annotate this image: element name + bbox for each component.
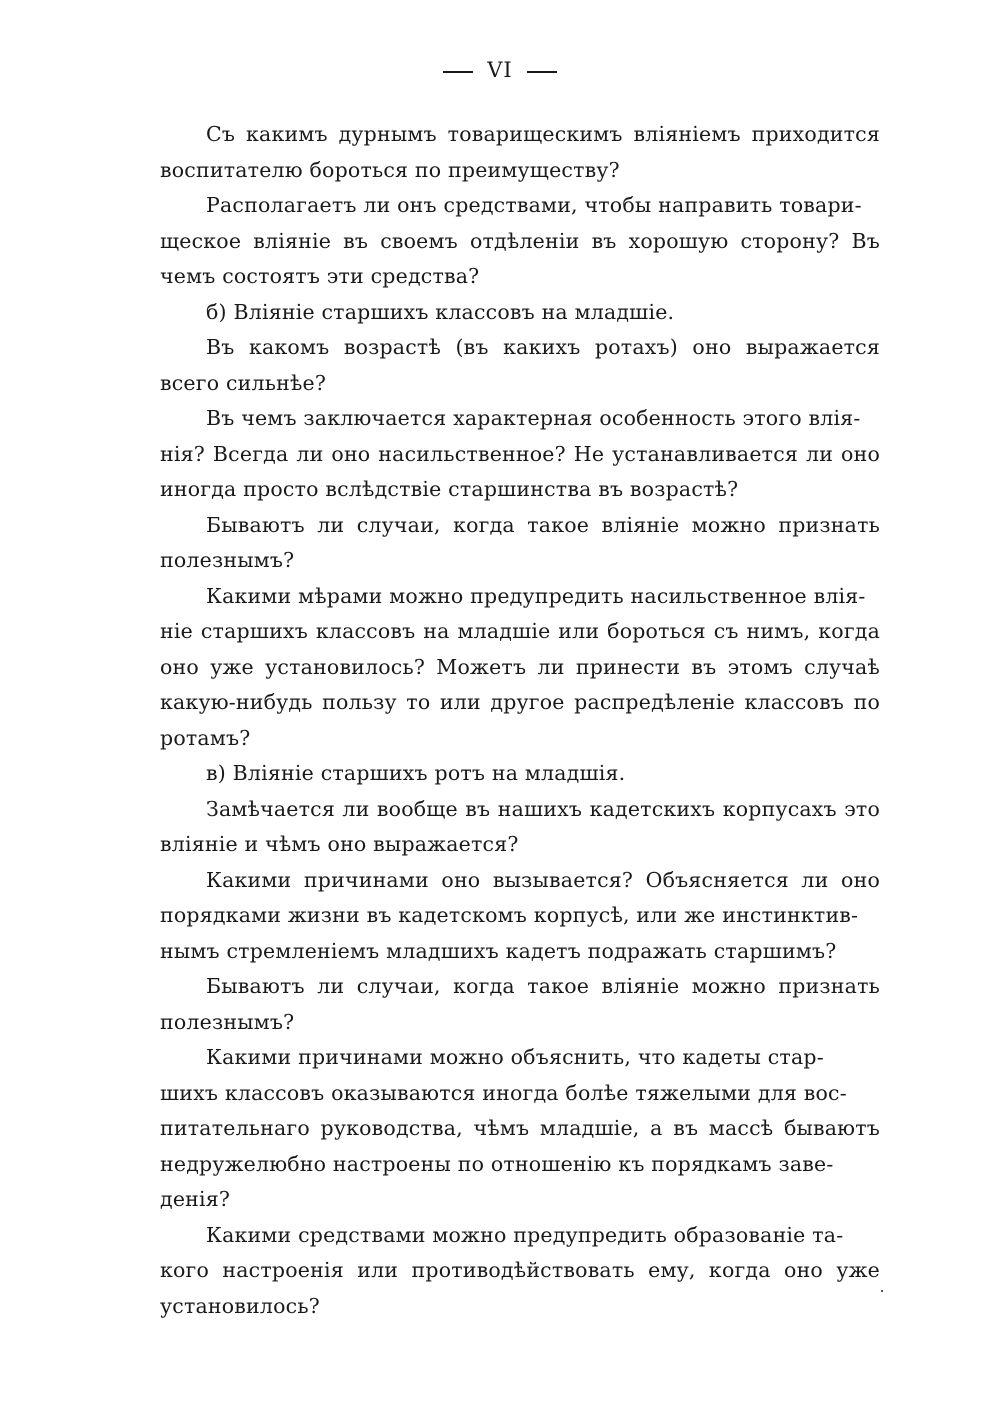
page-number: VI xyxy=(487,58,513,82)
header-dash-left xyxy=(443,71,473,73)
paragraph-12: Какими причинами можно объяснить, что кадеты стар- шихъ классовъ оказываются иногда болѣе тяжелыми для вос- питательнаго руководства, чѣмъ младшіе, а въ массѣ бываютъ недружелюбно настроены по отношенію къ порядкамъ заве- денія? xyxy=(160,1045,880,1211)
paragraph-2: Располагаетъ ли онъ средствами, чтобы направить товари- щеское вліяніе въ своемъ отдѣленіи въ хорошую сторону? Въ чемъ состоятъ эти средства? xyxy=(160,193,880,288)
paragraph-4: Въ какомъ возрастѣ (въ какихъ ротахъ) оно выражается всего сильнѣе? xyxy=(160,335,880,395)
paragraph-11: Бываютъ ли случаи, когда такое вліяніе можно признать полезнымъ? xyxy=(160,974,880,1034)
paragraph-6: Бываютъ ли случаи, когда такое вліяніе можно признать полезнымъ? xyxy=(160,512,880,572)
section-heading-b: б) Вліяніе старшихъ классовъ на младшіе. xyxy=(206,299,675,324)
body-text xyxy=(160,117,880,1324)
section-heading-v: в) Вліяніе старшихъ ротъ на младшія. xyxy=(206,761,626,785)
paragraph-5: Въ чемъ заключается характерная особенность этого влія- нія? Всегда ли оно насильственное? Не устанавливается ли оно иногда просто вслѣдствіе старшинства въ возрастѣ? xyxy=(160,406,880,501)
paragraph-10: Какими причинами оно вызывается? Объясняется ли оно порядками жизни въ кадетскомъ корпусѣ, или же инстинктив- нымъ стремленіемъ младшихъ кадетъ подражать старшимъ? xyxy=(160,867,880,963)
paragraph-7: Какими мѣрами можно предупредить насильственное влія- ніе старшихъ классовъ на младшіе или бороться съ нимъ, когда оно уже установилось? Можетъ ли принести въ этомъ случаѣ какую-нибудь пользу то или другое распредѣленіе классовъ по ротамъ? xyxy=(160,583,880,750)
page-header xyxy=(0,58,1000,82)
header-dash-right xyxy=(527,71,557,73)
paragraph-9: Замѣчается ли вообще въ нашихъ кадетскихъ корпусахъ это вліяніе и чѣмъ оно выражается? xyxy=(160,796,880,856)
paragraph-1: Съ какимъ дурнымъ товарищескимъ вліяніемъ приходится воспитателю бороться по преимуществу? xyxy=(160,122,880,182)
ink-speck xyxy=(881,1290,883,1292)
paragraph-13: Какими средствами можно предупредить образованіе та- кого настроенія или противодѣйствовать ему, когда оно уже установилось? xyxy=(160,1222,880,1318)
